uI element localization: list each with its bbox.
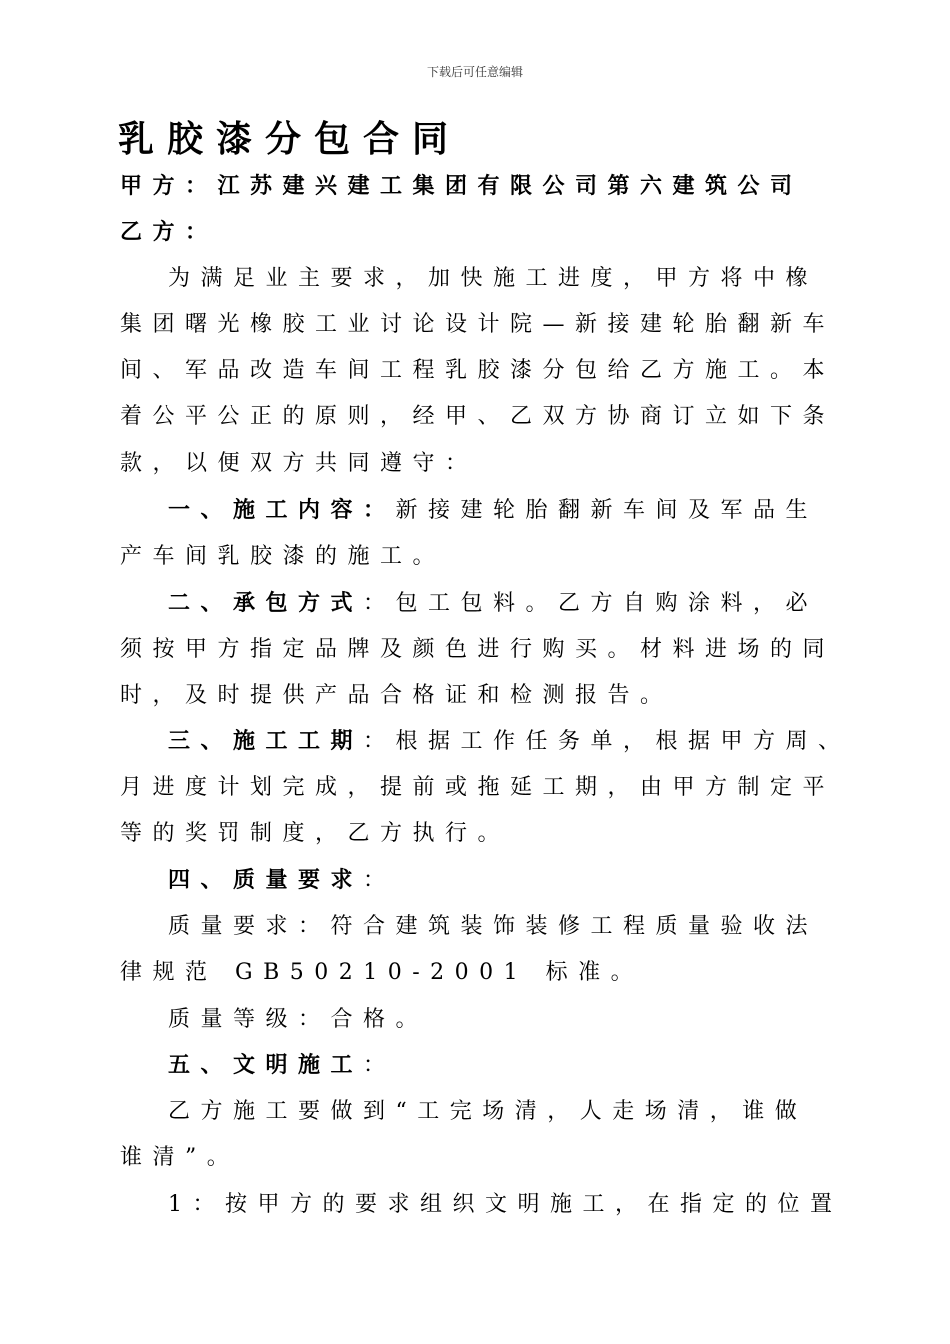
intro-line: 款，以便双方共同遵守：	[120, 451, 478, 476]
header-note: 下载后可任意编辑	[426, 65, 523, 79]
section-2-line: 须按甲方指定品牌及颜色进行购买。材料进场的同	[120, 637, 836, 662]
section-5-heading: 五、文明施工	[168, 1053, 364, 1078]
section-3-line: 等的奖罚制度，乙方执行。	[120, 821, 511, 846]
section-5-line: 谁清”。	[120, 1145, 240, 1170]
section-4-line: 质量要求：符合建筑装饰装修工程质量验收法	[168, 914, 819, 939]
section-3-heading: 三、施工工期	[168, 729, 364, 754]
intro-line: 间、军品改造车间工程乳胶漆分包给乙方施工。本	[120, 358, 836, 383]
section-2-heading: 二、承包方式	[168, 591, 364, 616]
section-1-text: 新接建轮胎翻新车间及军品生	[395, 498, 819, 523]
section-2-text: ：包工包料。乙方自购涂料，必	[363, 591, 819, 616]
section-3-text: ：根据工作任务单，根据甲方周、	[363, 729, 851, 754]
section-1-line	[168, 496, 818, 526]
section-5-line: 1：按甲方的要求组织文明施工，在指定的位置	[168, 1192, 843, 1217]
section-4-line: 律规范 GB50210-2001 标准。	[120, 960, 644, 985]
section-4-heading: 四、质量要求	[168, 868, 364, 893]
section-1-line: 产车间乳胶漆的施工。	[120, 544, 446, 569]
section-2-line: 时，及时提供产品合格证和检测报告。	[120, 683, 673, 708]
intro-line: 着公平公正的原则，经甲、乙双方协商订立如下条	[120, 404, 836, 429]
section-5-heading-line	[168, 1051, 396, 1081]
section-5-colon: ：	[363, 1053, 396, 1078]
section-2-line	[168, 589, 818, 619]
intro-line: 为满足业主要求，加快施工进度，甲方将中橡	[168, 266, 819, 291]
section-3-line: 月进度计划完成，提前或拖延工期，由甲方制定平	[120, 775, 836, 800]
section-4-line: 质量等级：合格。	[168, 1007, 429, 1032]
party-b: 乙方：	[120, 220, 218, 245]
intro-line: 集团曙光橡胶工业讨论设计院—新接建轮胎翻新车	[120, 312, 836, 337]
section-4-colon: ：	[363, 868, 396, 893]
party-a: 甲方：江苏建兴建工集团有限公司第六建筑公司	[120, 174, 803, 199]
section-5-line: 乙方施工要做到“工完场清，人走场清，谁做	[168, 1099, 808, 1124]
section-1-heading: 一、施工内容：	[168, 498, 396, 523]
section-3-line	[168, 727, 851, 757]
section-4-heading-line	[168, 866, 396, 896]
contract-title: 乳胶漆分包合同	[118, 119, 462, 160]
